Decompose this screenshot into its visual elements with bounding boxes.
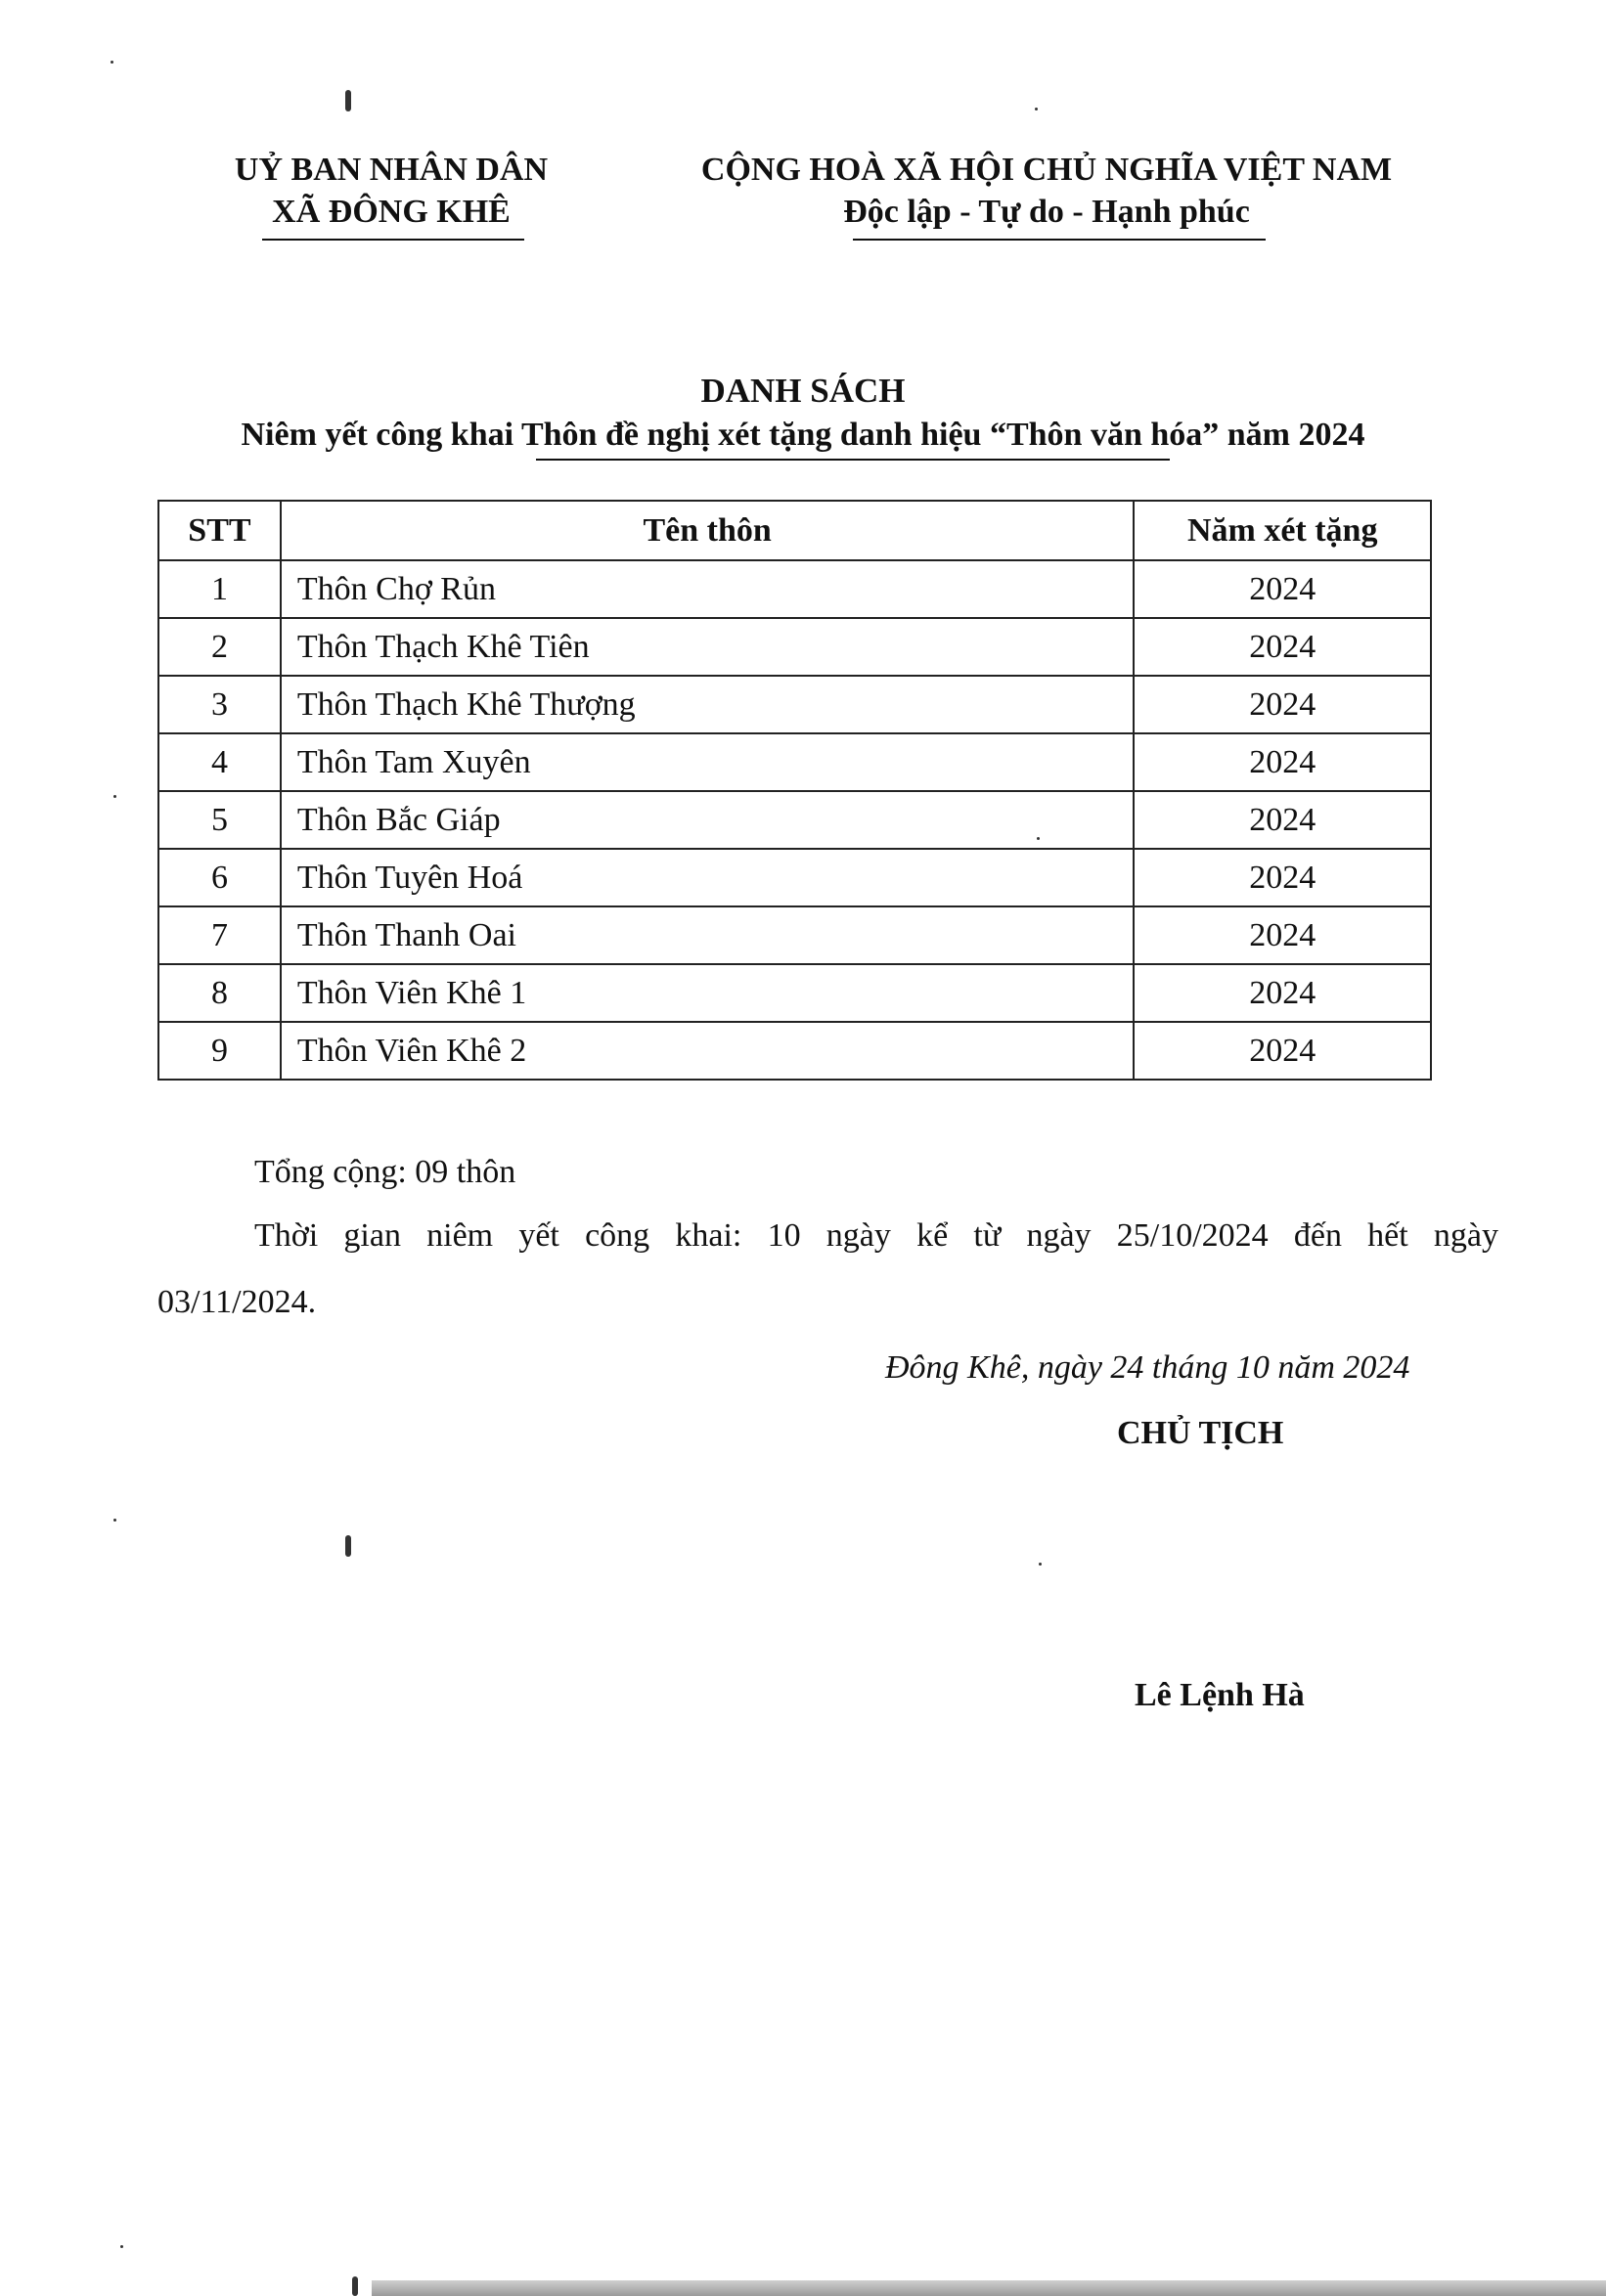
document-subtitle: Niêm yết công khai Thôn đề nghị xét tặng danh hiệu “Thôn văn hóa” năm 2024 <box>241 417 1365 453</box>
table-row <box>158 1022 1431 1080</box>
scan-speck <box>1039 1563 1042 1566</box>
posting-period-line-1: Thời gian niêm yết công khai: 10 ngày kể từ ngày 25/10/2024 đến hết ngày <box>254 1217 1498 1254</box>
cell-stt: 8 <box>158 964 281 1022</box>
table-row <box>158 964 1431 1022</box>
total-count: Tổng cộng: 09 thôn <box>254 1154 516 1190</box>
scan-speck <box>345 1535 351 1557</box>
issuing-org-name: UỶ BAN NHÂN DÂN <box>234 152 549 188</box>
national-title: CỘNG HOÀ XÃ HỘI CHỦ NGHĨA VIỆT NAM <box>700 152 1393 188</box>
cell-year: 2024 <box>1134 618 1431 676</box>
cell-village-name: Thôn Tuyên Hoá <box>281 849 1135 906</box>
cell-village-name: Thôn Chợ Rủn <box>281 560 1135 618</box>
cell-stt: 1 <box>158 560 281 618</box>
place-and-date: Đông Khê, ngày 24 tháng 10 năm 2024 <box>885 1349 1410 1386</box>
table-row <box>158 618 1431 676</box>
cell-year: 2024 <box>1134 1022 1431 1080</box>
issuing-org-unit: XÃ ĐÔNG KHÊ <box>272 194 511 230</box>
cell-stt: 2 <box>158 618 281 676</box>
table-row <box>158 676 1431 733</box>
scan-speck <box>345 90 351 111</box>
scan-bottom-edge <box>372 2280 1606 2296</box>
cell-stt: 7 <box>158 906 281 964</box>
table-header-row <box>158 501 1431 560</box>
document-title: DANH SÁCH <box>700 372 906 410</box>
scan-speck <box>120 2245 123 2248</box>
cell-village-name: Thôn Tam Xuyên <box>281 733 1135 791</box>
village-list-table <box>157 500 1432 1081</box>
table-row <box>158 560 1431 618</box>
cell-village-name: Thôn Viên Khê 2 <box>281 1022 1135 1080</box>
cell-stt: 5 <box>158 791 281 849</box>
table-row <box>158 733 1431 791</box>
cell-stt: 4 <box>158 733 281 791</box>
scan-speck <box>113 1519 116 1522</box>
scan-speck <box>1035 108 1038 110</box>
national-motto: Độc lập - Tự do - Hạnh phúc <box>843 194 1250 230</box>
org-underline <box>262 239 524 241</box>
cell-year: 2024 <box>1134 849 1431 906</box>
cell-village-name: Thôn Thạch Khê Thượng <box>281 676 1135 733</box>
cell-year: 2024 <box>1134 964 1431 1022</box>
cell-stt: 9 <box>158 1022 281 1080</box>
cell-year: 2024 <box>1134 560 1431 618</box>
cell-year: 2024 <box>1134 676 1431 733</box>
cell-village-name: Thôn Thanh Oai <box>281 906 1135 964</box>
subtitle-underline <box>536 459 1170 461</box>
table-row <box>158 791 1431 849</box>
column-header-village-name: Tên thôn <box>281 501 1135 560</box>
cell-year: 2024 <box>1134 791 1431 849</box>
table-row <box>158 906 1431 964</box>
cell-village-name: Thôn Bắc Giáp <box>281 791 1135 849</box>
scan-speck <box>352 2276 358 2296</box>
scan-speck <box>111 61 113 64</box>
motto-underline <box>853 239 1266 241</box>
scan-speck <box>113 795 116 798</box>
cell-village-name: Thôn Viên Khê 1 <box>281 964 1135 1022</box>
column-header-stt: STT <box>158 501 281 560</box>
cell-village-name: Thôn Thạch Khê Tiên <box>281 618 1135 676</box>
posting-period-line-2: 03/11/2024. <box>157 1284 317 1320</box>
signer-name: Lê Lệnh Hà <box>1135 1677 1305 1713</box>
table-row <box>158 849 1431 906</box>
cell-stt: 3 <box>158 676 281 733</box>
signer-title: CHỦ TỊCH <box>1117 1415 1284 1451</box>
cell-year: 2024 <box>1134 733 1431 791</box>
cell-year: 2024 <box>1134 906 1431 964</box>
scan-speck <box>1037 837 1040 840</box>
column-header-year: Năm xét tặng <box>1134 501 1431 560</box>
cell-stt: 6 <box>158 849 281 906</box>
